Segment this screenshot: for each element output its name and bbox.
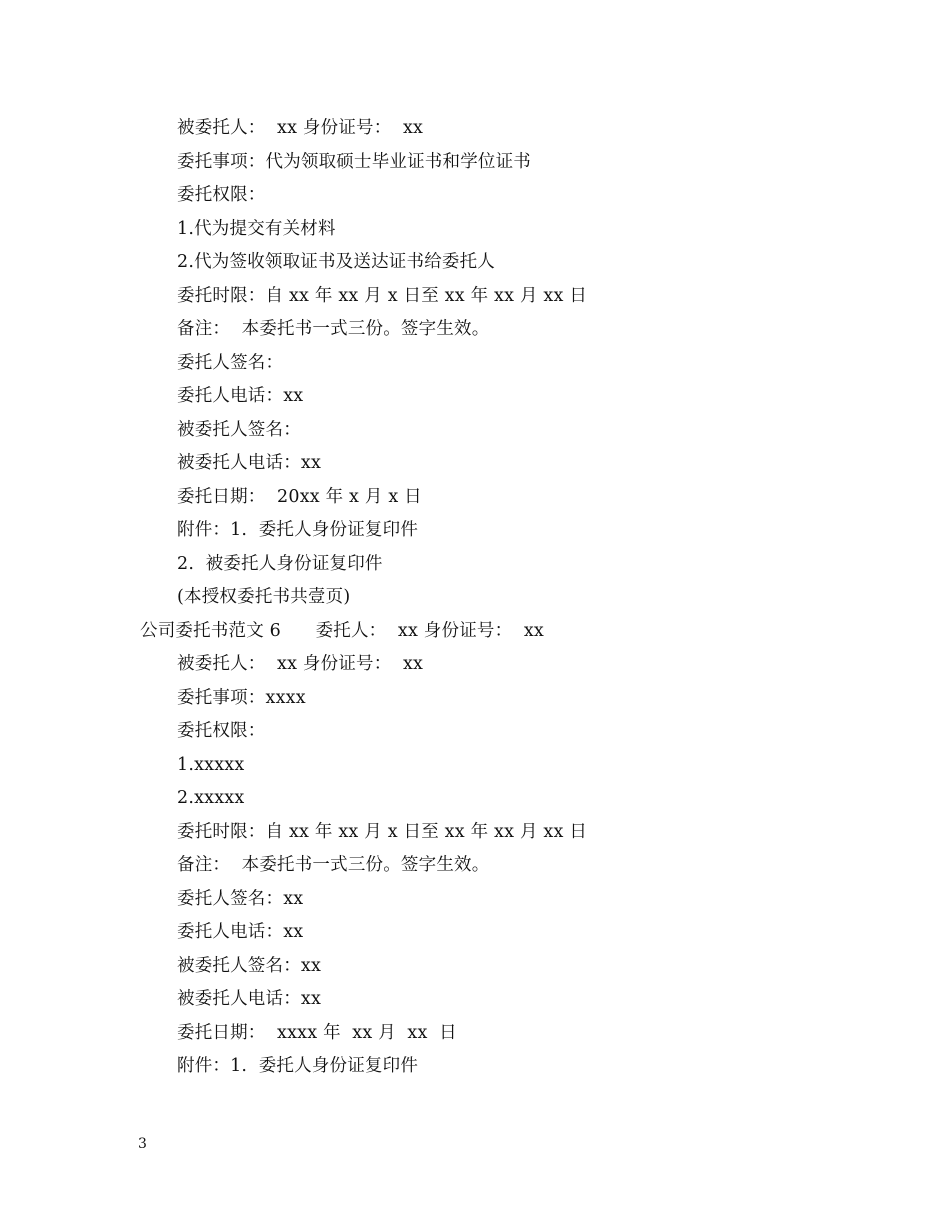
document-line: 2.代为签收领取证书及送达证书给委托人 [177,252,495,272]
document-line: 附件：1. 委托人身份证复印件 [177,520,419,540]
document-line: 委托人签名： [177,352,284,373]
document-line: 委托事项：xxxx [177,687,306,708]
section-heading-line: 公司委托书范文 6 委托人： xx 身份证号： xx [140,620,544,641]
document-line: 被委托人电话：xx [177,989,322,1009]
document-line: 附件：1. 委托人身份证复印件 [177,1056,419,1076]
page-number: 3 [138,1136,147,1152]
document-line: 被委托人电话：xx [177,453,322,473]
document-line: 委托时限：自 xx 年 xx 月 x 日至 xx 年 xx 月 xx 日 [177,821,588,842]
document-line: 委托人签名：xx [177,888,304,909]
document-line: 被委托人签名： [177,419,301,440]
document-line: 被委托人： xx 身份证号： xx [177,654,424,674]
document-line: (本授权委托书共壹页) [177,587,351,607]
document-line: 被委托人： xx 身份证号： xx [177,118,424,138]
document-body [0,112,950,1084]
document-line: 委托事项：代为领取硕士毕业证书和学位证书 [177,151,531,172]
document-line: 委托权限： [177,185,266,205]
document-line: 委托人电话：xx [177,386,304,406]
document-line: 备注： 本委托书一式三份。签字生效。 [177,319,490,339]
document-line: 备注： 本委托书一式三份。签字生效。 [177,855,490,875]
document-line: 委托日期： xxxx 年 xx 月 xx 日 [177,1022,457,1043]
document-line: 1.xxxxx [177,754,245,775]
document-line: 2. 被委托人身份证复印件 [177,553,383,574]
document-line: 委托日期： 20xx 年 x 月 x 日 [177,486,422,507]
document-line: 委托时限：自 xx 年 xx 月 x 日至 xx 年 xx 月 xx 日 [177,285,588,306]
document-line: 被委托人签名：xx [177,955,322,976]
document-line: 1.代为提交有关材料 [177,218,336,239]
document-line: 委托权限： [177,721,266,741]
document-line: 2.xxxxx [177,788,245,808]
document-line: 委托人电话：xx [177,922,304,942]
